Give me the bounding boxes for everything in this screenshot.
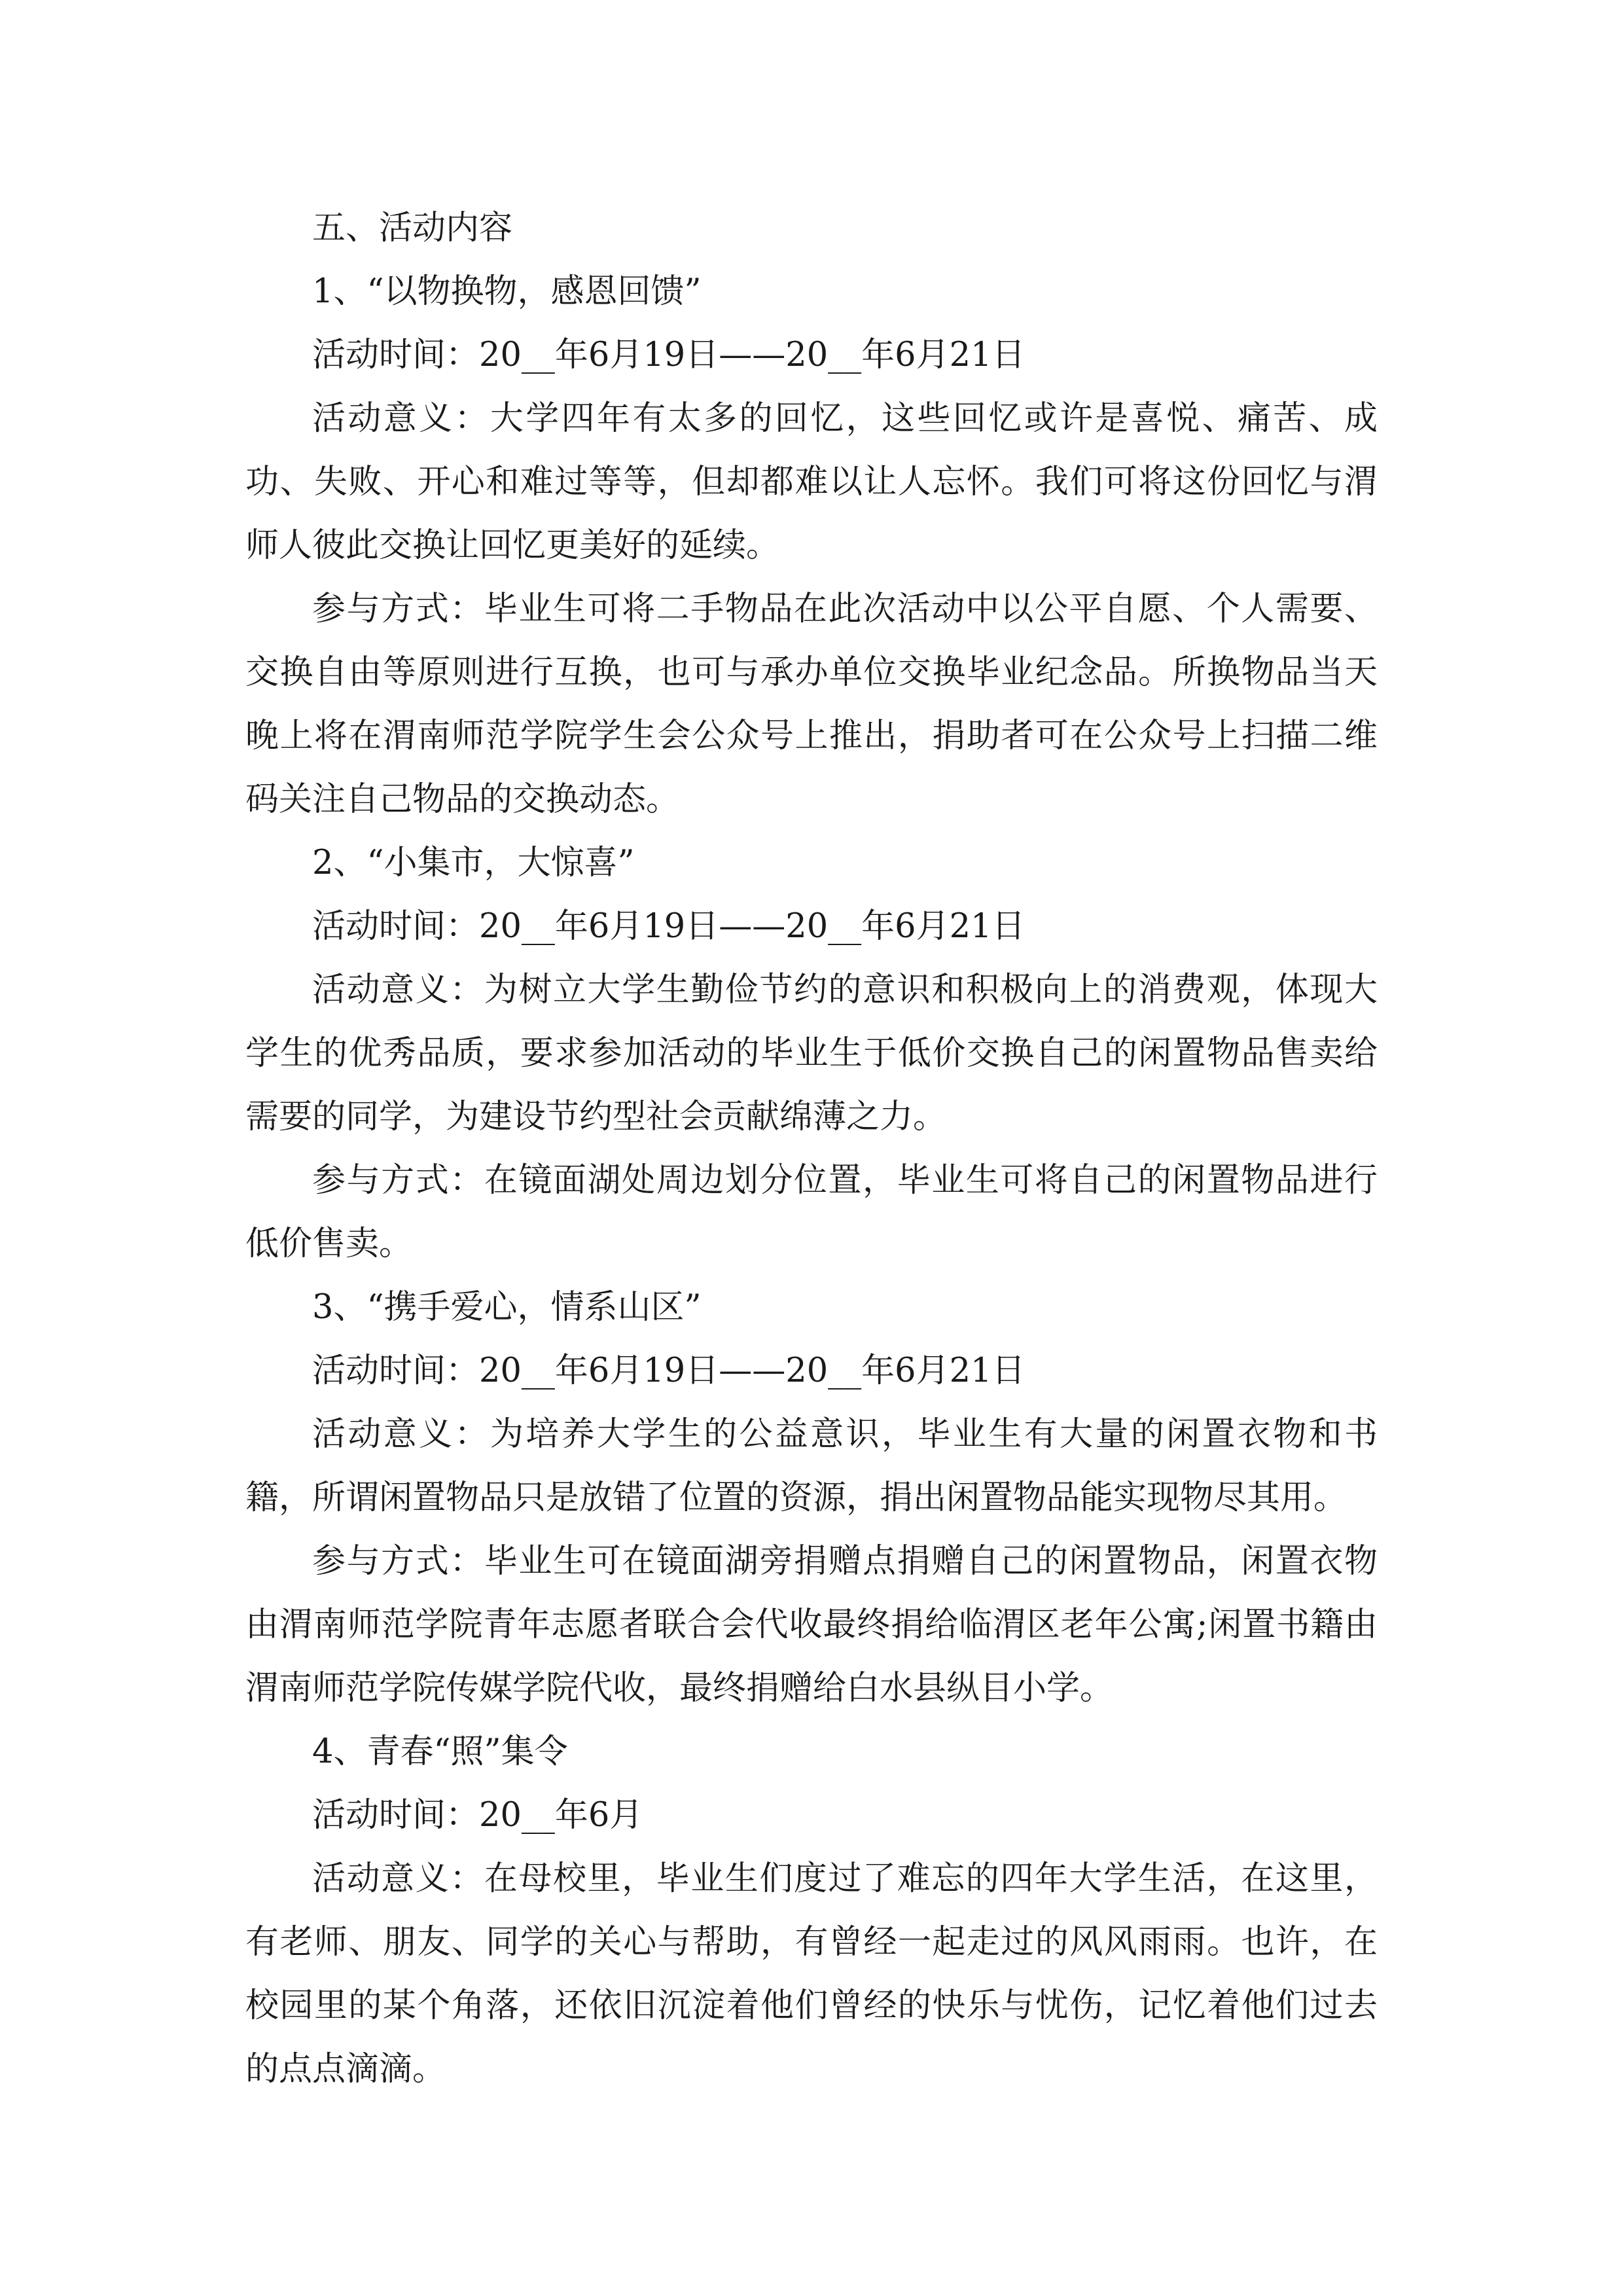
activity-4-title: 4、青春“照”集令 <box>312 1732 568 1771</box>
activity-2-time: 活动时间：20__年6月19日——20__年6月21日 <box>312 907 1026 946</box>
activity-3-time: 活动时间：20__年6月19日——20__年6月21日 <box>312 1352 1026 1390</box>
activity-1-significance: 活动意义：大学四年有太多的回忆，这些回忆或许是喜悦、痛苦、成功、失败、开心和难过等等，但却都难以让人忘怀。我们可将这份回忆与渭师人彼此交换让回忆更美好的延续。 <box>245 399 1378 565</box>
activity-4-significance: 活动意义：在母校里，毕业生们度过了难忘的四年大学生活，在这里，有老师、朋友、同学的关心与帮助，有曾经一起走过的风风雨雨。也许，在校园里的某个角落，还依旧沉淀着他们曾经的快乐与忧伤，记忆着他们过去的点点滴滴。 <box>245 1859 1378 2089</box>
activity-4-time: 活动时间：20__年6月 <box>312 1796 643 1835</box>
section-heading: 五、活动内容 <box>312 209 513 247</box>
activity-2-title: 2、“小集市，大惊喜” <box>312 844 635 882</box>
activity-2-significance: 活动意义：为树立大学生勤俭节约的意识和积极向上的消费观，体现大学生的优秀品质，要求参加活动的毕业生于低价交换自己的闲置物品售卖给需要的同学，为建设节约型社会贡献绵薄之力。 <box>245 971 1378 1136</box>
activity-1-time: 活动时间：20__年6月19日——20__年6月21日 <box>312 336 1026 374</box>
activity-1-participation: 参与方式：毕业生可将二手物品在此次活动中以公平自愿、个人需要、交换自由等原则进行互换，也可与承办单位交换毕业纪念品。所换物品当天晚上将在渭南师范学院学生会公众号上推出，捐助者可在公众号上扫描二维码关注自己物品的交换动态。 <box>245 590 1378 819</box>
document-body <box>245 196 1378 2101</box>
activity-3-participation: 参与方式：毕业生可在镜面湖旁捐赠点捐赠自己的闲置物品，闲置衣物由渭南师范学院青年志愿者联合会代收最终捐给临渭区老年公寓;闲置书籍由渭南师范学院传媒学院代收，最终捐赠给白水县纵目小学。 <box>245 1542 1378 1708</box>
activity-3-title: 3、“携手爱心，情系山区” <box>312 1288 702 1327</box>
activity-3-significance: 活动意义：为培养大学生的公益意识，毕业生有大量的闲置衣物和书籍，所谓闲置物品只是放错了位置的资源，捐出闲置物品能实现物尽其用。 <box>245 1415 1378 1517</box>
activity-1-title: 1、“以物换物，感恩回馈” <box>312 272 702 311</box>
activity-2-participation: 参与方式：在镜面湖处周边划分位置，毕业生可将自己的闲置物品进行低价售卖。 <box>245 1161 1378 1263</box>
